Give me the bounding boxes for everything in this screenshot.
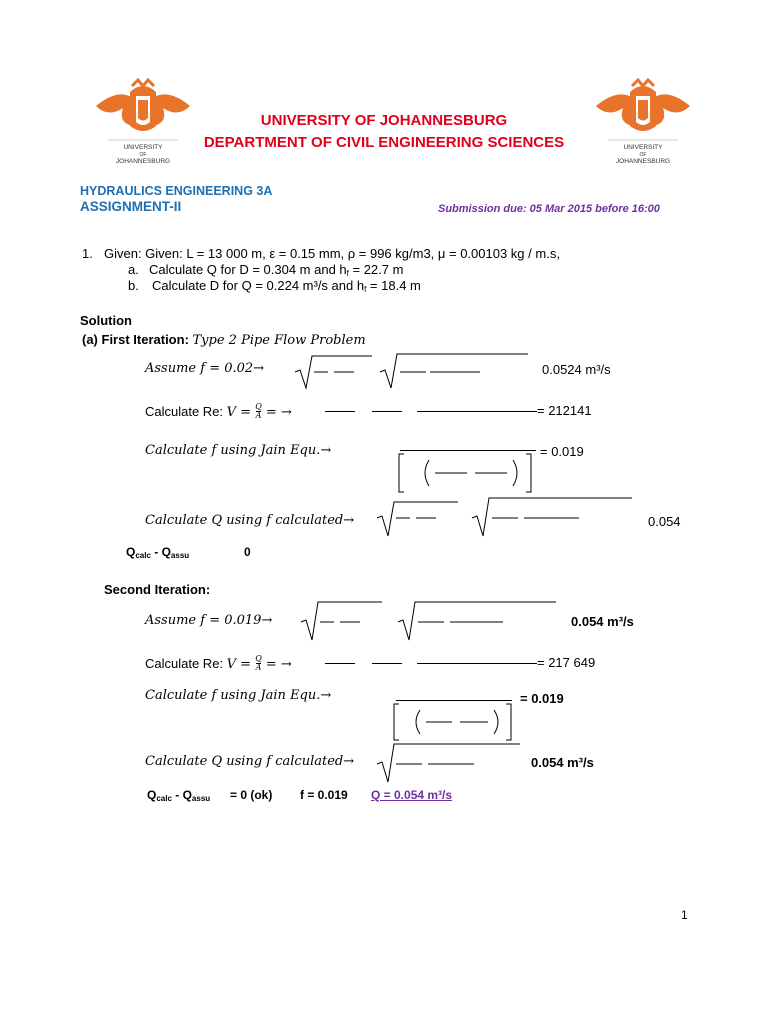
it1-qcalc: Calculate Q using f calculated→: [145, 513, 355, 528]
problem-b-text: Calculate D for Q = 0.224 m³/s and $h_f = 18.4$ m: [152, 278, 421, 294]
it1-check: $Q_{calc} - Q_{assu}$: [126, 545, 190, 560]
it1-jain-result: = 0.019: [540, 444, 584, 459]
it1-qcalc-radicals: [374, 494, 636, 540]
problem-b-label: b.: [128, 278, 139, 293]
second-iteration-heading: Second Iteration:: [104, 582, 211, 597]
it1-assume-result: 0.0524 m³/s: [542, 362, 611, 377]
it1-assume: Assume f = 0.02→: [145, 361, 265, 376]
problem-number: 1.: [82, 246, 93, 261]
assignment-title: ASSIGNMENT-II: [80, 199, 182, 214]
it1-qcalc-result: 0.054: [648, 514, 681, 529]
solution-heading: Solution: [80, 313, 132, 328]
svg-text:JOHANNESBURG: JOHANNESBURG: [115, 158, 171, 165]
problem-given: Given: Given: L = 13 000 m, ε = 0.15 mm, ρ = 996 kg/m3, μ = 0.00103 kg / m.s,: [104, 246, 560, 261]
department-title: DEPARTMENT OF CIVIL ENGINEERING SCIENCES: [203, 134, 565, 151]
it1-re-frac-3: [417, 411, 537, 412]
it1-re-row: Calculate Re: $V = \frac{Q}{A}$ = →: [145, 402, 292, 421]
first-iteration-heading: (a) First Iteration: Type 2 Pipe Flow Problem: [82, 332, 366, 348]
it2-qcalc-radical: [374, 740, 524, 786]
it2-jain-brackets: [390, 702, 515, 742]
it1-assume-radicals: [292, 350, 532, 392]
svg-text:JOHANNESBURG: JOHANNESBURG: [615, 158, 671, 165]
it2-assume: Assume f = 0.019→: [145, 613, 273, 628]
svg-text:UNIVERSITY: UNIVERSITY: [623, 144, 663, 151]
svg-text:OF: OF: [639, 152, 647, 158]
submission-due: Submission due: 05 Mar 2015 before 16:00: [438, 203, 660, 215]
it1-re-result: = 212141: [537, 403, 592, 418]
it2-q-final: Q = 0.054 m³/s: [371, 788, 453, 802]
it1-re-frac-2: [372, 411, 402, 412]
problem-a-text: Calculate Q for D = 0.304 m and $h_f = 22.7$ m: [149, 262, 404, 278]
it2-jain: Calculate f using Jain Equ.→: [145, 688, 332, 703]
it2-re-frac-3: [417, 663, 537, 664]
it2-qcalc: Calculate Q using f calculated→: [145, 754, 355, 769]
problem-a-label: a.: [128, 262, 139, 277]
it2-qcalc-result: 0.054 m³/s: [531, 755, 594, 770]
it2-re-frac-1: [325, 663, 355, 664]
university-title: UNIVERSITY OF JOHANNESBURG: [260, 112, 508, 129]
it2-assume-result: 0.054 m³/s: [571, 614, 634, 629]
it2-f-final: f = 0.019: [300, 788, 348, 802]
it2-assume-radicals: [298, 598, 560, 644]
it2-re-result: = 217 649: [537, 655, 596, 670]
it2-jain-result: = 0.019: [520, 691, 564, 706]
page-number: 1: [681, 908, 688, 922]
svg-text:UNIVERSITY: UNIVERSITY: [123, 144, 163, 151]
it2-re-row: Calculate Re: $V = \frac{Q}{A}$ = →: [145, 654, 292, 673]
it2-check-value: = 0 (ok): [230, 788, 273, 802]
it1-re-frac-1: [325, 411, 355, 412]
svg-text:OF: OF: [139, 152, 147, 158]
it1-jain-fraction-bar: [400, 450, 536, 451]
course-name: HYDRAULICS ENGINEERING 3A: [80, 184, 273, 198]
it1-jain: Calculate f using Jain Equ.→: [145, 443, 332, 458]
it1-check-value: 0: [244, 545, 251, 559]
it2-re-frac-2: [372, 663, 402, 664]
it2-check: $Q_{calc} - Q_{assu}$: [147, 788, 211, 803]
it1-jain-brackets: [395, 452, 535, 494]
it2-jain-fraction-bar: [396, 700, 512, 701]
